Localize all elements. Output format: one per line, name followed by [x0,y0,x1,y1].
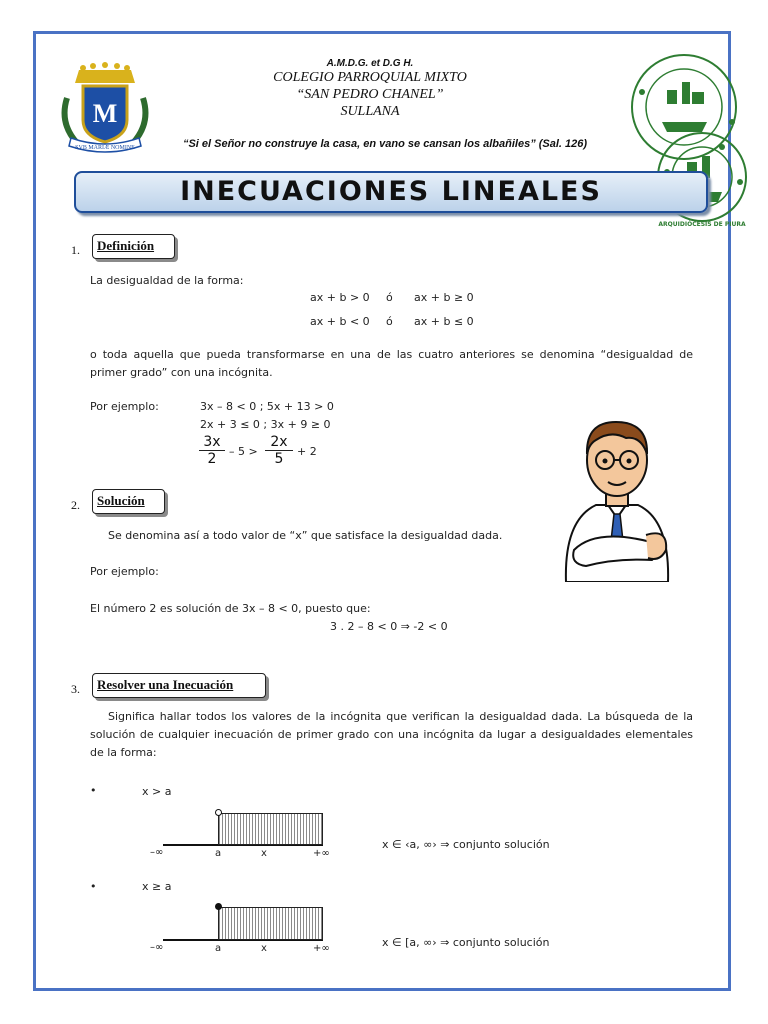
x-label-2: x [261,943,267,954]
a-label-2: a [215,943,222,954]
section-3-heading [92,673,266,698]
solution-calculation: 3 . 2 – 8 < 0 ⇒ -2 < 0 [330,620,448,633]
header-quote: “Si el Señor no construye la casa, en vano se cansan los albañiles” (Sal. 126) [182,138,588,150]
school-subname: “SAN PEDRO CHANEL” [296,87,444,102]
neg-infinity-label-2: –∞ [150,942,164,953]
teacher-illustration [556,410,678,582]
section-3-label: Resolver una Inecuación [97,677,234,692]
case-2-bullet: • [90,880,97,893]
solve-paragraph: Significa hallar todos los valores de la incógnita que verifican la desigualdad dada. La búsqueda de la solución de cualquier inecuación de primer grado con una incógnita da lugar a desigualdades elementales de la forma: [90,710,693,759]
section-1-heading [92,234,175,259]
title-banner [74,171,708,213]
form-2-or: ó [386,315,393,328]
fraction-2-numerator: 2x [265,435,293,451]
case-1-inequality: x > a [142,785,172,798]
solution-region-2 [218,907,323,940]
fraction-2x-over-5 [265,435,293,467]
fraction-middle: – 5 > [229,445,258,458]
case-2-inequality: x ≥ a [142,880,172,893]
fraction-1-numerator: 3x [199,435,225,451]
example-label-1: Por ejemplo: [90,400,159,413]
solution-example-sentence: El número 2 es solución de 3x – 8 < 0, puesto que: [90,602,371,615]
x-label-1: x [261,848,267,859]
form-2a: ax + b < 0 [310,315,370,328]
section-3-number: 3. [71,682,80,696]
svg-text:SVB MARIÆ NOMINE: SVB MARIÆ NOMINE [75,145,135,151]
form-2b: ax + b ≤ 0 [414,315,474,328]
fraction-2-denominator: 5 [274,451,284,467]
header-motto: A.M.D.G. et D.G H. [326,58,414,69]
pos-infinity-label-2: +∞ [313,943,330,954]
definition-intro: La desigualdad de la forma: [90,274,244,287]
svg-text:ARQUIDIÓCESIS DE PIURA: ARQUIDIÓCESIS DE PIURA [658,221,746,228]
definition-paragraph: o toda aquella que pueda transformarse en una de las cuatro anteriores se denomina “desigualdad de primer grado” con una incógnita. [90,348,693,379]
school-city: SULLANA [340,104,400,119]
section-2-label: Solución [97,493,145,508]
form-1-or: ó [386,291,393,304]
case-1-bullet: • [90,784,97,797]
solution-set-2: x ∈ [a, ∞› ⇒ conjunto solución [382,936,550,949]
neg-infinity-label-1: –∞ [150,847,164,858]
open-endpoint-icon [215,809,222,816]
solution-set-1: x ∈ ‹a, ∞› ⇒ conjunto solución [382,838,550,851]
school-name: COLEGIO PARROQUIAL MIXTO [273,70,467,85]
section-1-label: Definición [97,238,155,253]
example-label-2: Por ejemplo: [90,565,159,578]
fraction-3x-over-2 [199,435,225,467]
section-1-number: 1. [71,243,80,257]
page-title: INECUACIONES LINEALES [180,176,602,207]
svg-text:M: M [92,99,118,128]
school-crest-logo [55,58,155,158]
solution-region-1 [218,813,323,845]
section-2-heading [92,489,165,514]
closed-endpoint-icon [215,903,222,910]
fraction-end: + 2 [297,445,317,458]
fraction-1-denominator: 2 [207,451,217,467]
solution-definition: Se denomina así a todo valor de “x” que satisface la desigualdad dada. [108,529,503,542]
pos-infinity-label-1: +∞ [313,848,330,859]
section-2-number: 2. [71,498,80,512]
form-1a: ax + b > 0 [310,291,370,304]
example-line-2: 2x + 3 ≤ 0 ; 3x + 9 ≥ 0 [200,418,331,431]
example-line-1: 3x – 8 < 0 ; 5x + 13 > 0 [200,400,334,413]
form-1b: ax + b ≥ 0 [414,291,474,304]
a-label-1: a [215,848,222,859]
